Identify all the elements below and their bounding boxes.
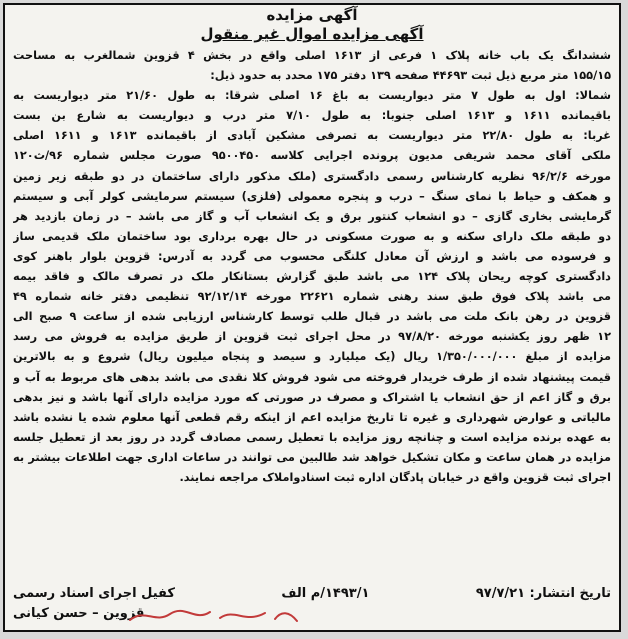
notice-title: آگهی مزایده — [266, 6, 358, 24]
notice-line: قزوین در رهن بانک ملت می باشد در قبال طلب توسط کارشناس ارزیابی شده از ساعت ۹ صبح الی — [13, 310, 611, 324]
reference-number: ۱۴۹۳/۱/م الف — [281, 586, 370, 601]
signatory-name: قزوین – حسن کیانی — [13, 606, 145, 621]
notice-line: باقیمانده ۱۶۱۱ و ۱۶۱۳ اصلی جنوبا: به طول ۷/۱۰ متر درب و دیواریست به شارع بن بست — [13, 109, 611, 123]
notice-line: و فرسوده می باشد و ارزش آن معادل کلنگی محسوب می گردد به آدرس: قزوین بلوار باهنر کوی — [13, 249, 611, 263]
notice-line: ۱۲ ظهر روز یکشنبه مورخه ۹۷/۸/۲۰ در محل اجرای ثبت قزوین از طریق مزایده به فروش می رسد — [13, 330, 611, 344]
notice-line: می باشد پلاک فوق طبق سند رهنی شماره ۲۲۶۲۱ مورخه ۹۲/۱۲/۱۴ تنظیمی دفتر خانه شماره ۴۹ — [13, 290, 611, 304]
notice-header — [5, 5, 619, 44]
notice-line: مالیاتی و عوارض شهرداری و غیره تا تاریخ مزایده اعم از اینکه رقم قطعی آنها معلوم شده یا نشده باشد — [13, 410, 611, 424]
notice-line: دادگستری کوچه ریحان پلاک ۱۲۴ می باشد طبق گزارش بستانکار ملک در تصرف مالک و فاقد بیمه — [13, 270, 611, 284]
footer-row-signatory — [13, 604, 611, 624]
notice-line: برق و گاز اعم از حق انشعاب یا اشتراک و مصرف در صورتی که مورد مزایده دارای آنها باشد و نیز بدهی — [13, 390, 611, 404]
notice-line: مورخه ۹۶/۲/۶ نظریه کارشناس رسمی دادگستری (ملک مذکور دارای ساختمان در دو طبقه زیر زمین — [13, 169, 611, 183]
notice-line: و همکف و حیاط با نمای سنگ – درب و پنجره معمولی (فلزی) سیستم سرمایشی کولر آبی و سیستم — [13, 189, 611, 203]
publish-date: تاریخ انتشار: ۹۷/۷/۲۱ — [475, 586, 611, 601]
footer-row — [13, 584, 611, 604]
official-title: کفیل اجرای اسناد رسمی — [13, 586, 175, 601]
notice-line: ششدانگ یک باب خانه پلاک ۱ فرعی از ۱۶۱۳ اصلی واقع در بخش ۴ قزوین شمالغرب به مساحت — [13, 49, 611, 62]
notice-subtitle: آگهی مزایده اموال غیر منقول — [200, 25, 424, 43]
notice-body — [5, 44, 619, 488]
notice-footer — [13, 584, 611, 624]
notice-line: مزایده در همان ساعت و مکان تشکیل خواهد شد طالبین می توانند در ساعات اداری جهت اطلاعات بیشتر به — [13, 450, 611, 464]
notice-line: گرمایشی بخاری گازی – دو انشعاب کنتور برق و یک انشعاب آب و گاز می باشد – در زمان بازدید هر — [13, 209, 611, 223]
notice-line: ملکی آقای محمد شریفی مدیون پرونده اجرایی کلاسه ۹۵۰۰۴۵۰ صورت مجلس شماره ۹۶/ث۱۲۰ — [13, 149, 611, 163]
notice-line: دو طبقه ملک دارای سکنه و به صورت مسکونی در حال بهره برداری بود ساختمان ملک قدیمی ساز — [13, 229, 611, 243]
auction-notice — [3, 3, 621, 632]
notice-line: به عهده برنده مزایده است و چنانچه روز مزایده با تعطیل رسمی مصادف گردد در روز بعد از تعطیل جلسه — [13, 430, 611, 444]
notice-line: ۱۵۵/۱۵ متر مربع ذیل ثبت ۴۴۶۹۳ صفحه ۱۳۹ دفتر ۱۷۵ محدد به حدود ذیل: — [210, 69, 611, 83]
notice-line: قیمت پیشنهاد شده از طرف خریدار فروخته می شود فروش کلا نقدی می باشد بدهی های مربوط به آب و — [13, 370, 611, 384]
notice-line: شمالا: اول به طول ۷ متر دیواریست به باغ ۱۶ اصلی شرقا: به طول ۲۱/۶۰ متر دیواریست به — [13, 89, 611, 103]
handwritten-signature — [125, 604, 305, 626]
notice-line: اجرای ثبت قزوین واقع در خیابان پادگان اداره ثبت اسنادواملاک مراجعه نمایند. — [179, 470, 611, 484]
notice-line: غربا: به طول ۲۲/۸۰ متر دیواریست به تصرفی مشکین آبادی از باقیمانده ۱۶۱۳ و ۱۶۱۱ اصلی — [13, 129, 611, 143]
notice-line: مزایده از مبلغ ۱/۳۵۰/۰۰۰/۰۰۰ ریال (یک میلیارد و سیصد و پنجاه میلیون ریال) شروع و به بالاترین — [13, 350, 611, 364]
